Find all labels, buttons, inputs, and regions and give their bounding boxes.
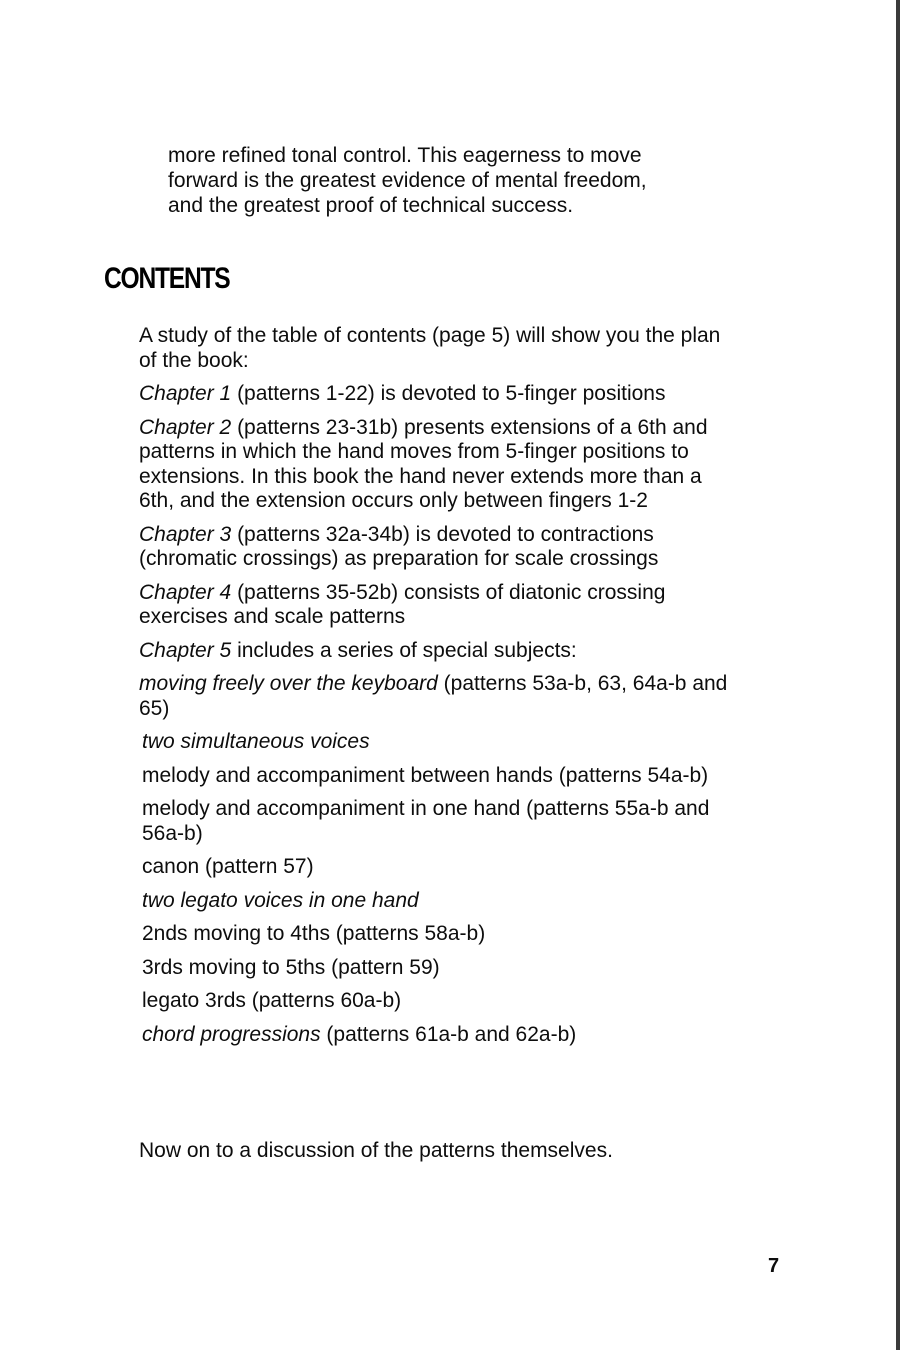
contents-paragraph: A study of the table of contents (page 5) will show you the plan of the book: — [139, 324, 721, 372]
contents-paragraph: two simultaneous voices — [142, 730, 370, 753]
contents-paragraph: melody and accompaniment between hands (patterns 54a-b) — [142, 763, 709, 787]
contents-paragraph: Chapter 3 (patterns 32a-34b) is devoted to contractions (chromatic crossings) as preparation for scale crossings — [139, 522, 659, 570]
closing-sentence: Now on to a discussion of the patterns themselves. — [139, 1139, 613, 1162]
contents-paragraph: Chapter 2 (patterns 23-31b) presents extensions of a 6th and patterns in which the hand moves from 5-finger positions to extensions. In this book the hand never extends more than a 6th, and the extension occurs only between fingers 1-2 — [139, 415, 708, 512]
contents-body — [139, 324, 739, 1056]
intro-paragraph — [168, 143, 768, 218]
contents-paragraph: canon (pattern 57) — [142, 855, 314, 878]
contents-paragraph: chord progressions (patterns 61a-b and 62a-b) — [142, 1022, 577, 1046]
contents-paragraph: 3rds moving to 5ths (pattern 59) — [142, 955, 440, 979]
contents-paragraph: Chapter 5 includes a series of special subjects: — [139, 638, 577, 662]
intro-line: forward is the greatest evidence of mental freedom, — [168, 169, 647, 192]
contents-paragraph: legato 3rds (patterns 60a-b) — [142, 989, 402, 1012]
section-heading: CONTENTS — [104, 262, 230, 295]
contents-paragraph: 2nds moving to 4ths (patterns 58a-b) — [142, 922, 486, 945]
page-number: 7 — [768, 1255, 780, 1277]
intro-line: more refined tonal control. This eagerness to move — [168, 144, 642, 167]
contents-paragraph: two legato voices in one hand — [142, 888, 419, 912]
contents-paragraph: Chapter 1 (patterns 1-22) is devoted to 5-finger positions — [139, 382, 666, 405]
contents-paragraph: Chapter 4 (patterns 35-52b) consists of diatonic crossing exercises and scale patterns — [139, 580, 666, 628]
contents-paragraph: moving freely over the keyboard (patterns 53a-b, 63, 64a-b and 65) — [139, 672, 728, 720]
intro-line: and the greatest proof of technical success. — [168, 194, 574, 217]
contents-paragraph: melody and accompaniment in one hand (patterns 55a-b and 56a-b) — [142, 797, 710, 845]
